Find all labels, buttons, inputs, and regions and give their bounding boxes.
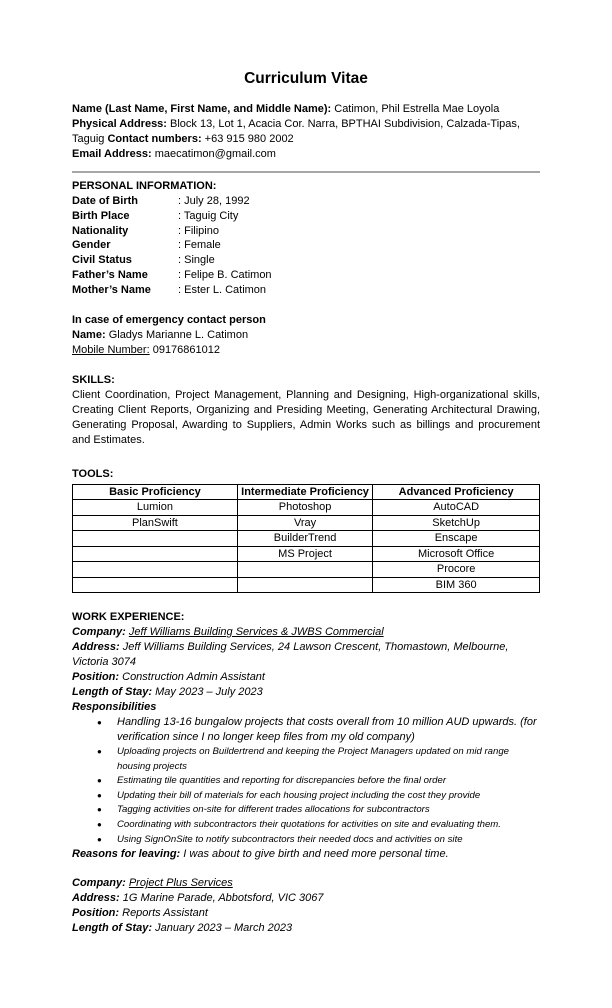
emergency-mobile-value: 09176861012 <box>152 343 220 356</box>
job-2-address-line <box>72 891 540 906</box>
tools-column-header: Intermediate Proficiency <box>237 484 372 500</box>
tools-table <box>72 484 540 594</box>
job-2-position-line <box>72 906 540 921</box>
tools-column-header: Basic Proficiency <box>73 484 238 500</box>
tools-section <box>72 467 540 594</box>
job-1-reasons-line <box>72 847 540 862</box>
personal-info-rows <box>72 194 540 298</box>
tools-cell-intermediate: Vray <box>237 515 372 531</box>
contact-name-line <box>72 102 540 117</box>
info-label: Date of Birth <box>72 195 138 207</box>
contact-block <box>72 102 540 162</box>
email-label: Email Address: <box>72 148 152 160</box>
personal-info-section <box>72 179 540 298</box>
emergency-name-line <box>72 328 540 343</box>
personal-info-row <box>72 238 540 253</box>
work-experience-section <box>72 610 540 936</box>
tools-cell-intermediate: BuilderTrend <box>237 531 372 547</box>
job-2-company-line <box>72 876 540 891</box>
tools-cell-basic: Lumion <box>73 500 238 516</box>
info-label: Civil Status <box>72 254 132 267</box>
position-label: Position: <box>72 907 120 920</box>
responsibility-item: ● Uploading projects on Buildertrend and keeping the Project Managers updated on mid range housing projects <box>72 745 540 774</box>
tools-table-row <box>73 515 540 531</box>
tools-table-row <box>73 531 540 547</box>
responsibilities-list <box>72 715 540 745</box>
skills-text: Client Coordination, Project Management, Planning and Designing, High-organizational skills, Creating Client Reports, Organizing and Presiding Meeting, Generating Architectural Drawing, Generating Proposal, Awarding to Suppliers, Admin Works such as billings and procurement and Estimates. <box>72 388 540 446</box>
address-label: Address: <box>72 641 120 654</box>
length-of-stay-value: May 2023 – July 2023 <box>155 686 263 699</box>
info-label: Birth Place <box>72 209 130 222</box>
responsibility-item: ● Using SignOnSite to notify subcontractors their needed docs and activities on site <box>72 833 540 848</box>
address-value: Jeff Williams Building Services, 24 Lawson Crescent, Thomastown, Melbourne, Victoria 3074 <box>72 641 509 669</box>
info-label: Mother’s Name <box>72 283 151 296</box>
info-value: : Felipe B. Catimon <box>178 268 272 283</box>
tools-heading: TOOLS: <box>72 467 114 480</box>
emergency-mobile-label: Mobile Number: <box>72 343 150 356</box>
company-label: Company: <box>72 626 126 639</box>
page-title: Curriculum Vitae <box>244 70 368 87</box>
address-label: Address: <box>72 892 120 905</box>
contact-email-line <box>72 147 540 162</box>
length-of-stay-label: Length of Stay: <box>72 686 153 699</box>
job-2-block <box>72 876 540 936</box>
name-label: Name (Last Name, First Name, and Middle Name): <box>72 103 332 115</box>
tools-table-row <box>73 546 540 562</box>
emergency-heading: In case of emergency contact person <box>72 313 266 326</box>
contact-address-line <box>72 117 540 147</box>
tools-cell-basic <box>73 562 238 578</box>
position-value: Reports Assistant <box>122 907 208 920</box>
name-value: Catimon, Phil Estrella Mae Loyola <box>334 103 500 115</box>
personal-info-heading: PERSONAL INFORMATION: <box>72 180 217 192</box>
contact-numbers-value: +63 915 980 2002 <box>204 133 294 145</box>
physical-address-label: Physical Address: <box>72 118 167 130</box>
skills-heading: SKILLS: <box>72 373 115 386</box>
info-value: : Ester L. Catimon <box>178 283 266 298</box>
info-label: Nationality <box>72 224 129 237</box>
tools-cell-advanced: AutoCAD <box>373 500 540 516</box>
tools-cell-advanced: Enscape <box>373 531 540 547</box>
job-2-length-line <box>72 921 540 936</box>
reasons-value: I was about to give birth and need more personal time. <box>183 848 449 861</box>
contact-numbers-label: Contact numbers: <box>107 133 202 145</box>
tools-cell-advanced: Microsoft Office <box>373 546 540 562</box>
tools-cell-intermediate: MS Project <box>237 546 372 562</box>
emergency-name-label: Name: <box>72 328 106 341</box>
responsibility-item: ● Coordinating with subcontractors their quotations for activities on site and evaluating them. <box>72 818 540 833</box>
section-divider <box>72 171 540 173</box>
reasons-label: Reasons for leaving: <box>72 848 181 861</box>
tools-table-row <box>73 577 540 593</box>
tools-cell-intermediate: Photoshop <box>237 500 372 516</box>
length-of-stay-value: January 2023 – March 2023 <box>155 922 293 935</box>
company-label: Company: <box>72 877 126 890</box>
tools-cell-advanced: Procore <box>373 562 540 578</box>
work-experience-heading: WORK EXPERIENCE: <box>72 611 185 624</box>
company-value: Jeff Williams Building Services & JWBS Commercial <box>128 626 384 639</box>
tools-cell-basic <box>73 546 238 562</box>
info-value: : Single <box>178 253 215 268</box>
physical-address-value: Block 13, Lot 1, Acacia Cor. Narra, BPTHAI Subdivision, Calzada-Tipas, Taguig <box>72 118 520 145</box>
skills-section <box>72 373 540 448</box>
tools-cell-advanced: SketchUp <box>373 515 540 531</box>
email-value: maecatimon@gmail.com <box>154 148 276 160</box>
info-value: : Female <box>178 238 221 253</box>
responsibilities-list-continued <box>72 745 540 847</box>
job-1-position-line <box>72 670 540 685</box>
address-value: 1G Marine Parade, Abbotsford, VIC 3067 <box>122 892 324 905</box>
emergency-contact-section <box>72 313 540 358</box>
emergency-mobile-line <box>72 343 540 358</box>
personal-info-row <box>72 194 540 209</box>
responsibility-item: ● Estimating tile quantities and reporting for discrepancies before the final order <box>72 774 540 789</box>
tools-cell-basic <box>73 577 238 593</box>
personal-info-row <box>72 283 540 298</box>
info-value: : Taguig City <box>178 209 238 224</box>
job-1-length-line <box>72 685 540 700</box>
tools-cell-basic: PlanSwift <box>73 515 238 531</box>
tools-header-row <box>73 484 540 500</box>
personal-info-row <box>72 209 540 224</box>
job-1-company-line <box>72 625 540 640</box>
responsibility-item: ● Handling 13-16 bungalow projects that costs overall from 10 million AUD upwards. (for verification since I no longer keep files from my old company) <box>72 715 540 745</box>
responsibilities-label: Responsibilities <box>72 701 157 714</box>
info-label: Gender <box>72 239 111 252</box>
position-value: Construction Admin Assistant <box>122 671 265 684</box>
tools-cell-advanced: BIM 360 <box>373 577 540 593</box>
personal-info-row <box>72 253 540 268</box>
personal-info-row <box>72 268 540 283</box>
info-value: : Filipino <box>178 224 219 239</box>
info-label: Father’s Name <box>72 268 148 281</box>
tools-cell-intermediate <box>237 577 372 593</box>
responsibility-item: ● Tagging activities on-site for different trades allocations for subcontractors <box>72 803 540 818</box>
job-1-address-line <box>72 640 540 670</box>
tools-column-header: Advanced Proficiency <box>373 484 540 500</box>
emergency-name-value: Gladys Marianne L. Catimon <box>108 328 249 341</box>
company-value: Project Plus Services <box>128 877 233 890</box>
tools-table-row <box>73 562 540 578</box>
personal-info-row <box>72 224 540 239</box>
tools-cell-intermediate <box>237 562 372 578</box>
tools-table-row <box>73 500 540 516</box>
responsibility-item: ● Updating their bill of materials for each housing project including the cost they provide <box>72 789 540 804</box>
length-of-stay-label: Length of Stay: <box>72 922 153 935</box>
info-value: : July 28, 1992 <box>178 194 250 209</box>
job-1-block <box>72 625 540 862</box>
position-label: Position: <box>72 671 120 684</box>
tools-table-body <box>73 500 540 593</box>
tools-cell-basic <box>73 531 238 547</box>
